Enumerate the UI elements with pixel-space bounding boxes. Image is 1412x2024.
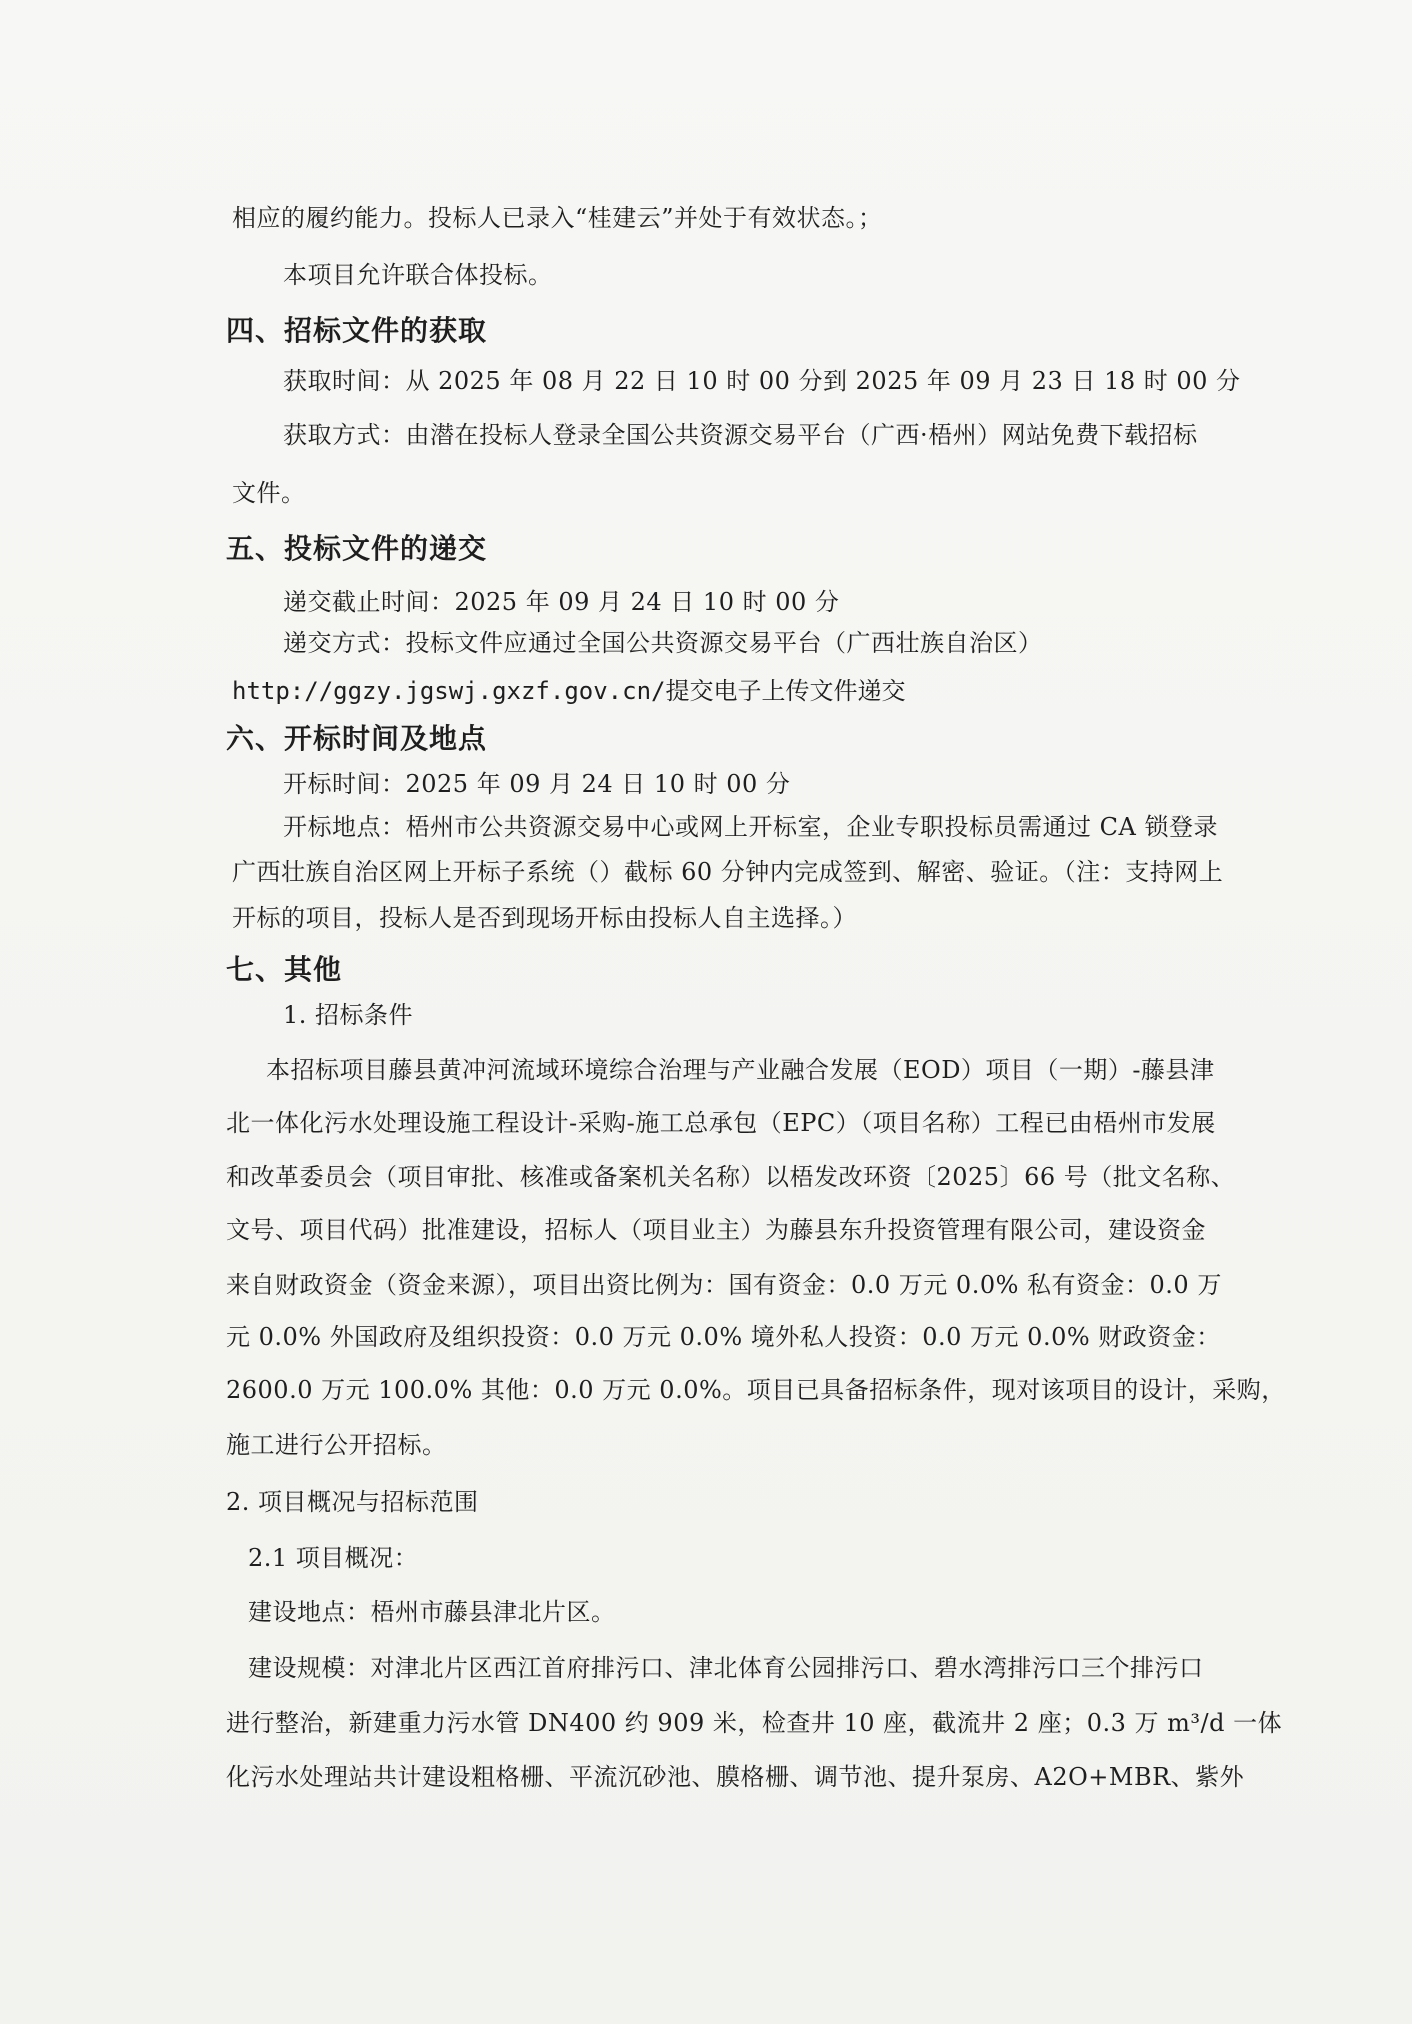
subsection-title-1: 1. 招标条件 [283, 1001, 414, 1029]
text-line-deadline: 递交截止时间：2025 年 09 月 24 日 10 时 00 分 [283, 588, 840, 616]
text-line-open-time: 开标时间：2025 年 09 月 24 日 10 时 00 分 [283, 770, 791, 798]
text-line-condition-4: 文号、项目代码）批准建设，招标人（项目业主）为藤县东升投资管理有限公司，建设资金 [226, 1216, 1206, 1244]
section-heading-5: 五、投标文件的递交 [226, 532, 488, 565]
text-line-get-time: 获取时间：从 2025 年 08 月 22 日 10 时 00 分到 2025 年 09 月 23 日 18 时 00 分 [283, 367, 1241, 395]
text-line-consortium: 本项目允许联合体投标。 [283, 261, 553, 289]
text-line-site: 建设地点：梧州市藤县津北片区。 [248, 1598, 616, 1626]
section-heading-6: 六、开标时间及地点 [226, 722, 488, 755]
subsection-title-2: 2. 项目概况与招标范围 [226, 1488, 479, 1516]
text-line-scale-3: 化污水处理站共计建设粗格栅、平流沉砂池、膜格栅、调节池、提升泵房、A2O+MBR、紫外 [226, 1763, 1245, 1791]
text-line-get-way-2: 文件。 [232, 479, 306, 507]
text-line-open-place-3: 开标的项目，投标人是否到现场开标由投标人自主选择。） [232, 904, 857, 932]
section-heading-4: 四、招标文件的获取 [226, 314, 488, 347]
text-line-submit-1: 递交方式：投标文件应通过全国公共资源交易平台（广西壮族自治区） [283, 629, 1043, 657]
text-line-scale-2: 进行整治，新建重力污水管 DN400 约 909 米，检查井 10 座，截流井 2 座；0.3 万 m³/d 一体 [226, 1709, 1283, 1737]
subsection-title-2-1: 2.1 项目概况： [248, 1544, 419, 1572]
text-line-condition-3: 和改革委员会（项目审批、核准或备案机关名称）以梧发改环资〔2025〕66 号（批文名称、 [226, 1163, 1236, 1191]
text-line-open-place-1: 开标地点：梧州市公共资源交易中心或网上开标室，企业专职投标员需通过 CA 锁登录 [283, 813, 1218, 841]
text-line-open-place-2: 广西壮族自治区网上开标子系统（）截标 60 分钟内完成签到、解密、验证。（注：支持网上 [232, 858, 1224, 886]
text-line-condition-5: 来自财政资金（资金来源），项目出资比例为：国有资金：0.0 万元 0.0% 私有资金：0.0 万 [226, 1271, 1222, 1299]
text-line-condition-8: 施工进行公开招标。 [226, 1431, 447, 1459]
text-line-scale-1: 建设规模：对津北片区西江首府排污口、津北体育公园排污口、碧水湾排污口三个排污口 [248, 1654, 1204, 1682]
text-line-condition-2: 北一体化污水处理设施工程设计-采购-施工总承包（EPC）（项目名称）工程已由梧州市发展 [226, 1109, 1216, 1137]
section-heading-7: 七、其他 [226, 953, 343, 986]
text-line-condition-1: 本招标项目藤县黄冲河流域环境综合治理与产业融合发展（EOD）项目（一期）-藤县津 [266, 1056, 1215, 1084]
text-line-performance: 相应的履约能力。投标人已录入“桂建云”并处于有效状态。； [232, 204, 883, 232]
text-line-condition-7: 2600.0 万元 100.0% 其他：0.0 万元 0.0%。项目已具备招标条件，现对该项目的设计，采购， [226, 1376, 1286, 1404]
text-line-get-way-1: 获取方式：由潜在投标人登录全国公共资源交易平台（广西·梧州）网站免费下载招标 [283, 421, 1198, 449]
text-line-condition-6: 元 0.0% 外国政府及组织投资：0.0 万元 0.0% 境外私人投资：0.0 万元 0.0% 财政资金： [226, 1323, 1221, 1351]
text-line-submit-url: http://ggzy.jgswj.gxzf.gov.cn/提交电子上传文件递交 [232, 677, 906, 705]
